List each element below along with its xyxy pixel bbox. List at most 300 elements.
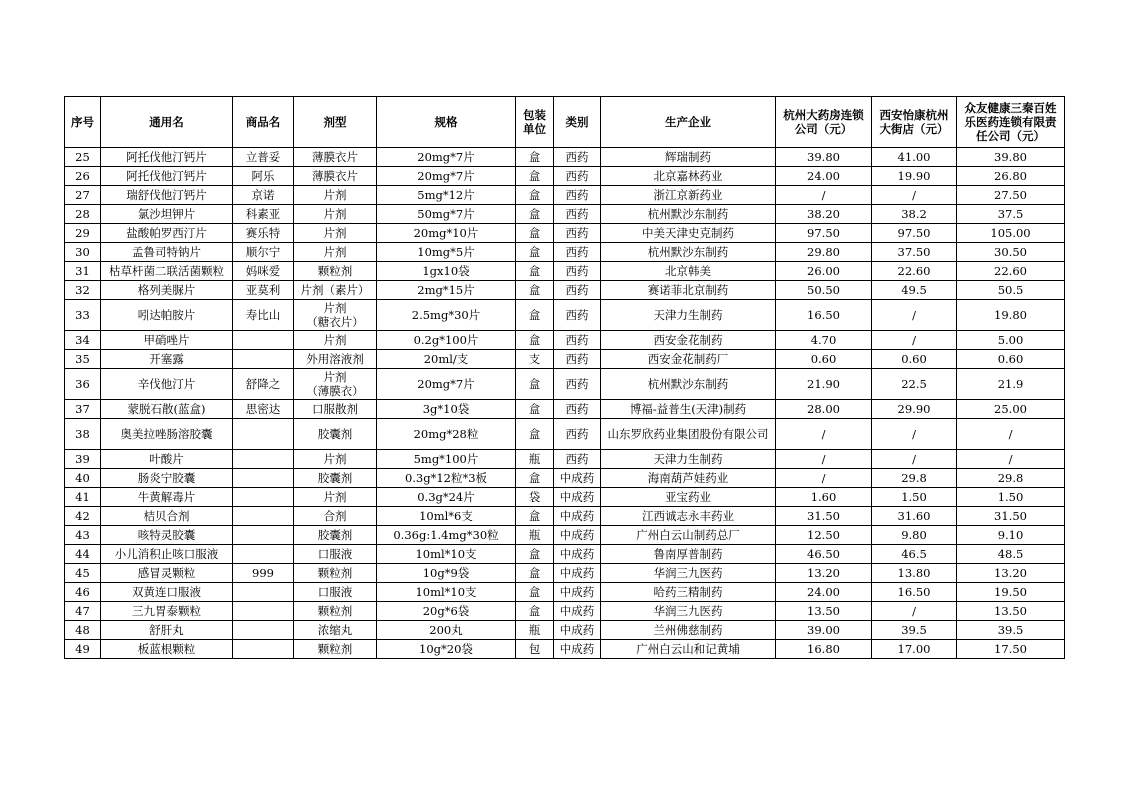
price-hangzhou: /: [776, 469, 872, 488]
price-hangzhou: /: [776, 419, 872, 450]
table-row: [65, 621, 1065, 640]
category: 西药: [554, 350, 601, 369]
specification: 2mg*15片: [377, 281, 516, 300]
specification: 1gx10袋: [377, 262, 516, 281]
category: 西药: [554, 243, 601, 262]
specification: 5mg*100片: [377, 450, 516, 469]
dosage-form: 片剂: [294, 331, 377, 350]
manufacturer: 天津力生制药: [601, 450, 776, 469]
price-hangzhou: 38.20: [776, 205, 872, 224]
row-index: 47: [65, 602, 101, 621]
generic-name: 叶酸片: [101, 450, 233, 469]
package-unit: 盒: [516, 369, 554, 400]
category: 西药: [554, 205, 601, 224]
package-unit: 支: [516, 350, 554, 369]
package-unit: 盒: [516, 224, 554, 243]
manufacturer: 鲁南厚普制药: [601, 545, 776, 564]
col-header-package-unit: 包装单位: [516, 97, 554, 148]
dosage-form: 外用溶液剂: [294, 350, 377, 369]
table-row: [65, 400, 1065, 419]
row-index: 34: [65, 331, 101, 350]
package-unit: 盒: [516, 148, 554, 167]
package-unit: 盒: [516, 262, 554, 281]
price-hangzhou: 4.70: [776, 331, 872, 350]
price-hangzhou: 24.00: [776, 167, 872, 186]
category: 西药: [554, 224, 601, 243]
row-index: 39: [65, 450, 101, 469]
price-xian-yikang: 41.00: [872, 148, 957, 167]
package-unit: 瓶: [516, 450, 554, 469]
brand-name: 顺尔宁: [233, 243, 294, 262]
manufacturer: 江西诚志永丰药业: [601, 507, 776, 526]
brand-name: [233, 419, 294, 450]
manufacturer: 杭州默沙东制药: [601, 205, 776, 224]
table-row: [65, 545, 1065, 564]
table-row: [65, 488, 1065, 507]
dosage-form: 片剂: [294, 224, 377, 243]
manufacturer: 北京嘉林药业: [601, 167, 776, 186]
specification: 10ml*6支: [377, 507, 516, 526]
table-row: [65, 564, 1065, 583]
col-header-category: 类别: [554, 97, 601, 148]
manufacturer: 杭州默沙东制药: [601, 369, 776, 400]
generic-name: 板蓝根颗粒: [101, 640, 233, 659]
price-xian-yikang: 97.50: [872, 224, 957, 243]
generic-name: 阿托伐他汀钙片: [101, 148, 233, 167]
price-zhongyou: 9.10: [957, 526, 1065, 545]
manufacturer: 中美天津史克制药: [601, 224, 776, 243]
row-index: 26: [65, 167, 101, 186]
brand-name: 赛乐特: [233, 224, 294, 243]
manufacturer: 华润三九医药: [601, 564, 776, 583]
manufacturer: 天津力生制药: [601, 300, 776, 331]
package-unit: 盒: [516, 400, 554, 419]
generic-name: 枯草杆菌二联活菌颗粒: [101, 262, 233, 281]
price-zhongyou: 50.5: [957, 281, 1065, 300]
price-xian-yikang: 46.5: [872, 545, 957, 564]
brand-name: [233, 331, 294, 350]
dosage-form: 片剂: [294, 488, 377, 507]
category: 中成药: [554, 602, 601, 621]
package-unit: 盒: [516, 545, 554, 564]
brand-name: 立普妥: [233, 148, 294, 167]
package-unit: 瓶: [516, 621, 554, 640]
brand-name: [233, 621, 294, 640]
brand-name: 亚莫利: [233, 281, 294, 300]
row-index: 30: [65, 243, 101, 262]
manufacturer: 杭州默沙东制药: [601, 243, 776, 262]
price-zhongyou: 39.80: [957, 148, 1065, 167]
manufacturer: 广州白云山和记黄埔: [601, 640, 776, 659]
price-zhongyou: 19.50: [957, 583, 1065, 602]
manufacturer: 西安金花制药厂: [601, 350, 776, 369]
brand-name: 阿乐: [233, 167, 294, 186]
specification: 5mg*12片: [377, 186, 516, 205]
category: 中成药: [554, 545, 601, 564]
table-row: [65, 205, 1065, 224]
table-row: [65, 167, 1065, 186]
price-xian-yikang: /: [872, 186, 957, 205]
price-hangzhou: 29.80: [776, 243, 872, 262]
generic-name: 甲硝唑片: [101, 331, 233, 350]
generic-name: 牛黄解毒片: [101, 488, 233, 507]
price-zhongyou: 5.00: [957, 331, 1065, 350]
generic-name: 感冒灵颗粒: [101, 564, 233, 583]
specification: 20mg*7片: [377, 167, 516, 186]
manufacturer: 山东罗欣药业集团股份有限公司: [601, 419, 776, 450]
manufacturer: 赛诺菲北京制药: [601, 281, 776, 300]
dosage-form: 颗粒剂: [294, 640, 377, 659]
manufacturer: 浙江京新药业: [601, 186, 776, 205]
row-index: 31: [65, 262, 101, 281]
package-unit: 盒: [516, 205, 554, 224]
price-xian-yikang: /: [872, 300, 957, 331]
row-index: 33: [65, 300, 101, 331]
generic-name: 格列美脲片: [101, 281, 233, 300]
generic-name: 孟鲁司特钠片: [101, 243, 233, 262]
category: 中成药: [554, 488, 601, 507]
col-header-price-hangzhou: 杭州大药房连锁公司（元）: [776, 97, 872, 148]
brand-name: 京诺: [233, 186, 294, 205]
specification: 50mg*7片: [377, 205, 516, 224]
generic-name: 氯沙坦钾片: [101, 205, 233, 224]
category: 西药: [554, 331, 601, 350]
brand-name: [233, 640, 294, 659]
dosage-form: 胶囊剂: [294, 469, 377, 488]
brand-name: [233, 507, 294, 526]
row-index: 46: [65, 583, 101, 602]
price-xian-yikang: /: [872, 602, 957, 621]
price-zhongyou: 48.5: [957, 545, 1065, 564]
package-unit: 盒: [516, 331, 554, 350]
price-hangzhou: 39.80: [776, 148, 872, 167]
price-xian-yikang: 29.90: [872, 400, 957, 419]
header-row: [65, 97, 1065, 148]
price-table: [64, 96, 1065, 659]
price-zhongyou: 105.00: [957, 224, 1065, 243]
table-row: [65, 331, 1065, 350]
col-header-index: 序号: [65, 97, 101, 148]
manufacturer: 广州白云山制药总厂: [601, 526, 776, 545]
table-row: [65, 186, 1065, 205]
category: 中成药: [554, 507, 601, 526]
category: 西药: [554, 300, 601, 331]
price-xian-yikang: 37.50: [872, 243, 957, 262]
manufacturer: 哈药三精制药: [601, 583, 776, 602]
table-row: [65, 526, 1065, 545]
specification: 2.5mg*30片: [377, 300, 516, 331]
specification: 10mg*5片: [377, 243, 516, 262]
generic-name: 阿托伐他汀钙片: [101, 167, 233, 186]
price-zhongyou: 31.50: [957, 507, 1065, 526]
package-unit: 盒: [516, 507, 554, 526]
category: 西药: [554, 167, 601, 186]
price-hangzhou: 50.50: [776, 281, 872, 300]
brand-name: [233, 526, 294, 545]
table-row: [65, 300, 1065, 331]
generic-name: 辛伐他汀片: [101, 369, 233, 400]
package-unit: 包: [516, 640, 554, 659]
category: 西药: [554, 450, 601, 469]
col-header-specification: 规格: [377, 97, 516, 148]
table-row: [65, 469, 1065, 488]
dosage-form: 片剂 （糖衣片）: [294, 300, 377, 331]
dosage-form: 胶囊剂: [294, 419, 377, 450]
generic-name: 蒙脱石散(蓝盒): [101, 400, 233, 419]
price-hangzhou: 28.00: [776, 400, 872, 419]
col-header-generic-name: 通用名: [101, 97, 233, 148]
row-index: 29: [65, 224, 101, 243]
package-unit: 盒: [516, 243, 554, 262]
specification: 20mg*7片: [377, 369, 516, 400]
price-hangzhou: /: [776, 450, 872, 469]
price-hangzhou: 13.50: [776, 602, 872, 621]
generic-name: 咳特灵胶囊: [101, 526, 233, 545]
price-zhongyou: 22.60: [957, 262, 1065, 281]
specification: 20mg*7片: [377, 148, 516, 167]
package-unit: 盒: [516, 583, 554, 602]
dosage-form: 片剂: [294, 450, 377, 469]
table-row: [65, 350, 1065, 369]
generic-name: 舒肝丸: [101, 621, 233, 640]
package-unit: 瓶: [516, 526, 554, 545]
generic-name: 肠炎宁胶囊: [101, 469, 233, 488]
generic-name: 瑞舒伐他汀钙片: [101, 186, 233, 205]
table-row: [65, 148, 1065, 167]
dosage-form: 口服液: [294, 583, 377, 602]
col-header-dosage-form: 剂型: [294, 97, 377, 148]
manufacturer: 西安金花制药: [601, 331, 776, 350]
package-unit: 盒: [516, 602, 554, 621]
dosage-form: 颗粒剂: [294, 564, 377, 583]
row-index: 40: [65, 469, 101, 488]
table-row: [65, 243, 1065, 262]
manufacturer: 海南葫芦娃药业: [601, 469, 776, 488]
category: 中成药: [554, 640, 601, 659]
manufacturer: 华润三九医药: [601, 602, 776, 621]
price-hangzhou: 0.60: [776, 350, 872, 369]
specification: 3g*10袋: [377, 400, 516, 419]
price-hangzhou: 46.50: [776, 545, 872, 564]
price-hangzhou: 16.50: [776, 300, 872, 331]
specification: 10g*20袋: [377, 640, 516, 659]
dosage-form: 片剂 （薄膜衣）: [294, 369, 377, 400]
category: 西药: [554, 419, 601, 450]
dosage-form: 片剂: [294, 186, 377, 205]
row-index: 45: [65, 564, 101, 583]
dosage-form: 胶囊剂: [294, 526, 377, 545]
specification: 10ml*10支: [377, 583, 516, 602]
price-xian-yikang: 1.50: [872, 488, 957, 507]
specification: 20ml/支: [377, 350, 516, 369]
price-xian-yikang: 13.80: [872, 564, 957, 583]
price-hangzhou: 13.20: [776, 564, 872, 583]
specification: 0.2g*100片: [377, 331, 516, 350]
price-xian-yikang: 17.00: [872, 640, 957, 659]
dosage-form: 合剂: [294, 507, 377, 526]
price-xian-yikang: /: [872, 450, 957, 469]
specification: 200丸: [377, 621, 516, 640]
package-unit: 盒: [516, 564, 554, 583]
manufacturer: 博福-益普生(天津)制药: [601, 400, 776, 419]
price-xian-yikang: 16.50: [872, 583, 957, 602]
generic-name: 桔贝合剂: [101, 507, 233, 526]
category: 中成药: [554, 621, 601, 640]
package-unit: 盒: [516, 281, 554, 300]
specification: 20mg*28粒: [377, 419, 516, 450]
price-hangzhou: 39.00: [776, 621, 872, 640]
brand-name: 寿比山: [233, 300, 294, 331]
specification: 0.3g*24片: [377, 488, 516, 507]
table-row: [65, 602, 1065, 621]
row-index: 37: [65, 400, 101, 419]
col-header-manufacturer: 生产企业: [601, 97, 776, 148]
price-zhongyou: 30.50: [957, 243, 1065, 262]
brand-name: 思密达: [233, 400, 294, 419]
package-unit: 盒: [516, 469, 554, 488]
brand-name: [233, 545, 294, 564]
table-row: [65, 281, 1065, 300]
table-row: [65, 640, 1065, 659]
price-zhongyou: 19.80: [957, 300, 1065, 331]
package-unit: 盒: [516, 167, 554, 186]
category: 中成药: [554, 469, 601, 488]
row-index: 35: [65, 350, 101, 369]
col-header-brand-name: 商品名: [233, 97, 294, 148]
row-index: 49: [65, 640, 101, 659]
price-hangzhou: 12.50: [776, 526, 872, 545]
price-xian-yikang: 22.5: [872, 369, 957, 400]
dosage-form: 薄膜衣片: [294, 167, 377, 186]
row-index: 43: [65, 526, 101, 545]
specification: 10ml*10支: [377, 545, 516, 564]
price-xian-yikang: 0.60: [872, 350, 957, 369]
price-zhongyou: 29.8: [957, 469, 1065, 488]
brand-name: [233, 488, 294, 507]
package-unit: 盒: [516, 300, 554, 331]
price-zhongyou: 17.50: [957, 640, 1065, 659]
package-unit: 盒: [516, 186, 554, 205]
price-zhongyou: 13.50: [957, 602, 1065, 621]
price-zhongyou: 26.80: [957, 167, 1065, 186]
table-row: [65, 450, 1065, 469]
brand-name: 妈咪爱: [233, 262, 294, 281]
generic-name: 奥美拉唑肠溶胶囊: [101, 419, 233, 450]
price-hangzhou: 26.00: [776, 262, 872, 281]
category: 中成药: [554, 564, 601, 583]
dosage-form: 口服液: [294, 545, 377, 564]
dosage-form: 颗粒剂: [294, 602, 377, 621]
brand-name: 舒降之: [233, 369, 294, 400]
row-index: 41: [65, 488, 101, 507]
price-zhongyou: 21.9: [957, 369, 1065, 400]
price-zhongyou: /: [957, 419, 1065, 450]
package-unit: 袋: [516, 488, 554, 507]
generic-name: 吲达帕胺片: [101, 300, 233, 331]
price-xian-yikang: 31.60: [872, 507, 957, 526]
dosage-form: 片剂: [294, 205, 377, 224]
dosage-form: 片剂（素片）: [294, 281, 377, 300]
dosage-form: 浓缩丸: [294, 621, 377, 640]
price-zhongyou: 27.50: [957, 186, 1065, 205]
price-xian-yikang: 9.80: [872, 526, 957, 545]
price-hangzhou: 1.60: [776, 488, 872, 507]
price-xian-yikang: 39.5: [872, 621, 957, 640]
row-index: 38: [65, 419, 101, 450]
dosage-form: 口服散剂: [294, 400, 377, 419]
specification: 0.3g*12粒*3板: [377, 469, 516, 488]
price-hangzhou: 31.50: [776, 507, 872, 526]
generic-name: 三九胃泰颗粒: [101, 602, 233, 621]
table-row: [65, 369, 1065, 400]
price-zhongyou: /: [957, 450, 1065, 469]
table-row: [65, 583, 1065, 602]
category: 中成药: [554, 526, 601, 545]
price-xian-yikang: 38.2: [872, 205, 957, 224]
table-row: [65, 224, 1065, 243]
dosage-form: 颗粒剂: [294, 262, 377, 281]
price-hangzhou: /: [776, 186, 872, 205]
price-hangzhou: 97.50: [776, 224, 872, 243]
package-unit: 盒: [516, 419, 554, 450]
price-xian-yikang: 19.90: [872, 167, 957, 186]
row-index: 32: [65, 281, 101, 300]
price-zhongyou: 37.5: [957, 205, 1065, 224]
brand-name: [233, 583, 294, 602]
brand-name: 科素亚: [233, 205, 294, 224]
price-xian-yikang: /: [872, 419, 957, 450]
brand-name: [233, 602, 294, 621]
price-xian-yikang: /: [872, 331, 957, 350]
col-header-price-xian-yikang: 西安怡康杭州大街店（元）: [872, 97, 957, 148]
table-row: [65, 507, 1065, 526]
category: 西药: [554, 400, 601, 419]
row-index: 44: [65, 545, 101, 564]
row-index: 36: [65, 369, 101, 400]
dosage-form: 片剂: [294, 243, 377, 262]
dosage-form: 薄膜衣片: [294, 148, 377, 167]
manufacturer: 兰州佛慈制药: [601, 621, 776, 640]
row-index: 25: [65, 148, 101, 167]
brand-name: [233, 350, 294, 369]
brand-name: 999: [233, 564, 294, 583]
table-row: [65, 419, 1065, 450]
category: 西药: [554, 281, 601, 300]
manufacturer: 辉瑞制药: [601, 148, 776, 167]
row-index: 28: [65, 205, 101, 224]
manufacturer: 亚宝药业: [601, 488, 776, 507]
generic-name: 开塞露: [101, 350, 233, 369]
price-zhongyou: 1.50: [957, 488, 1065, 507]
specification: 10g*9袋: [377, 564, 516, 583]
brand-name: [233, 450, 294, 469]
price-xian-yikang: 49.5: [872, 281, 957, 300]
row-index: 48: [65, 621, 101, 640]
table-row: [65, 262, 1065, 281]
manufacturer: 北京韩美: [601, 262, 776, 281]
price-hangzhou: 16.80: [776, 640, 872, 659]
generic-name: 盐酸帕罗西汀片: [101, 224, 233, 243]
category: 西药: [554, 369, 601, 400]
price-zhongyou: 39.5: [957, 621, 1065, 640]
col-header-price-zhongyou: 众友健康三秦百姓乐医药连锁有限责任公司（元）: [957, 97, 1065, 148]
specification: 0.36g:1.4mg*30粒: [377, 526, 516, 545]
specification: 20g*6袋: [377, 602, 516, 621]
row-index: 27: [65, 186, 101, 205]
price-zhongyou: 13.20: [957, 564, 1065, 583]
price-hangzhou: 24.00: [776, 583, 872, 602]
price-zhongyou: 0.60: [957, 350, 1065, 369]
